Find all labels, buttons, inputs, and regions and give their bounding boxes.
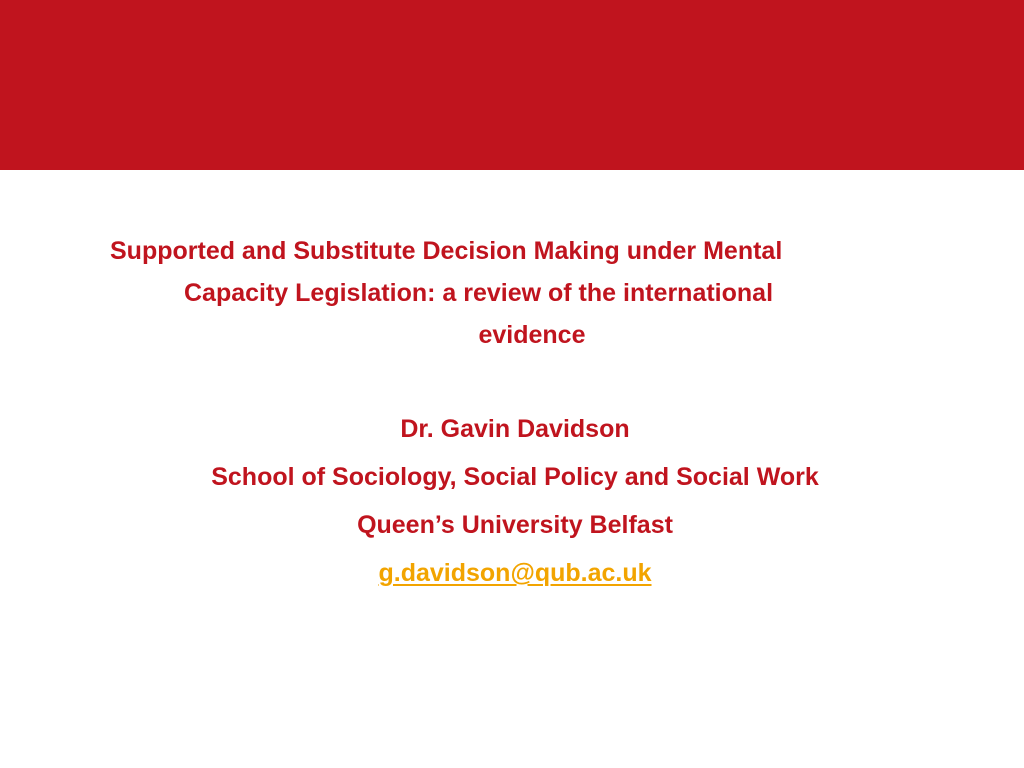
slide-title — [110, 230, 930, 356]
title-line-3: evidence — [478, 321, 586, 349]
title-line-2: Capacity Legislation: a review of the international — [184, 279, 774, 307]
author-email-line — [0, 549, 1024, 597]
author-email-link[interactable]: g.davidson@qub.ac.uk — [378, 559, 652, 587]
title-line-1: Supported and Substitute Decision Making under Mental — [110, 237, 783, 265]
author-school: School of Sociology, Social Policy and Social Work — [211, 463, 819, 491]
header-band — [0, 0, 1024, 170]
author-university: Queen’s University Belfast — [357, 511, 673, 539]
author-info — [0, 405, 1024, 597]
author-name: Dr. Gavin Davidson — [400, 415, 630, 443]
